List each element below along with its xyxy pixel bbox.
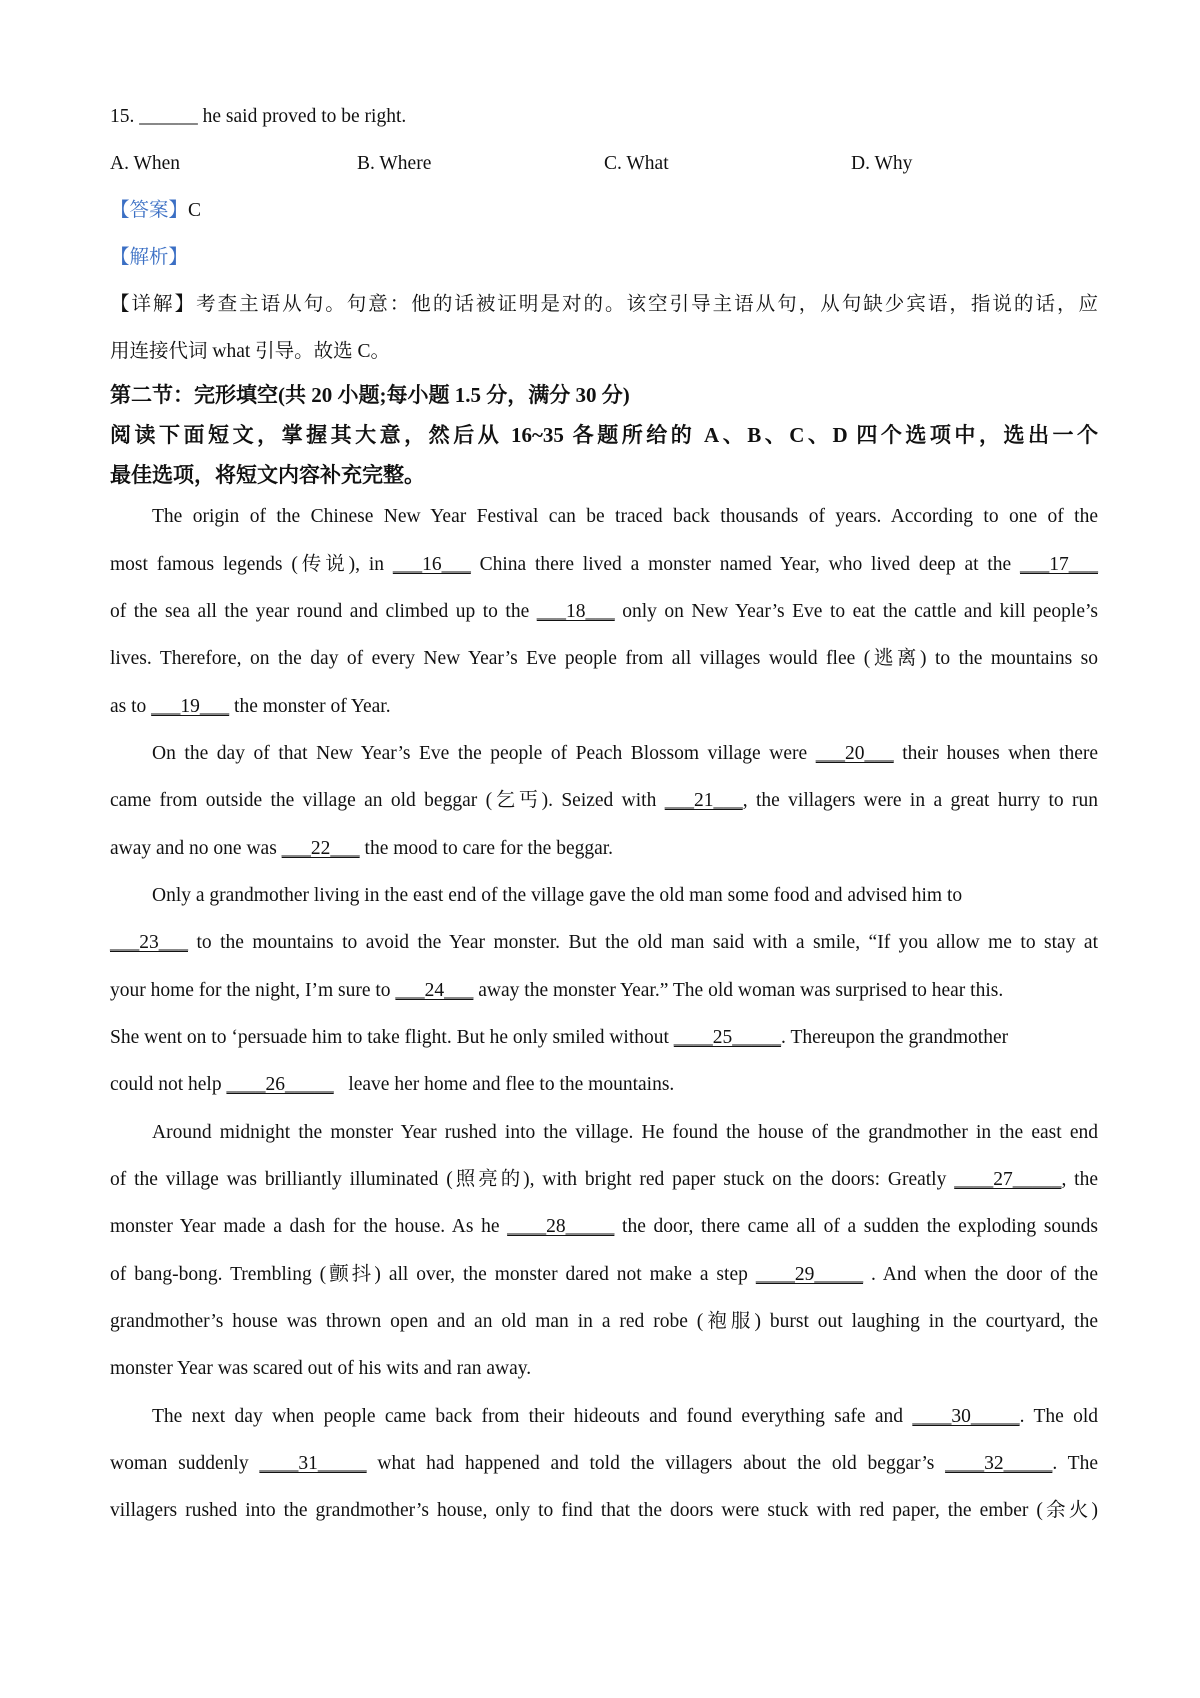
blank-21: ___21___ (664, 790, 743, 811)
passage-line-5: as to ___19___ the monster of Year. (110, 696, 391, 717)
blank-18: ___18___ (536, 601, 615, 622)
blank-23: ___23___ (110, 932, 188, 953)
blank-31: ____31_____ (259, 1453, 367, 1474)
blank-27: ____27_____ (954, 1169, 1062, 1190)
passage-line-19: monster Year was scared out of his wits and ran away. (110, 1358, 532, 1379)
blank-22: ___22___ (281, 838, 360, 859)
passage-line-9: Only a grandmother living in the east end of the village gave the old man some food and advised him to (152, 885, 963, 906)
passage-line-4: lives. Therefore, on the day of every New Year’s Eve people from all villages would flee (逃离) to the mountains so (110, 648, 1098, 669)
passage-line-1: The origin of the Chinese New Year Festival can be traced back thousands of years. According to one of the (152, 506, 1098, 527)
option-a: A. When (110, 153, 181, 174)
passage-line-7: came from outside the village an old beggar (乞丐). Seized with ___21___, the villagers were in a great hurry to run (110, 790, 1098, 811)
answer-line (110, 197, 201, 225)
section-heading: 第二节：完形填空(共 20 小题;每小题 1.5 分，满分 30 分) (110, 383, 630, 407)
passage-line-18: grandmother’s house was thrown open and an old man in a red robe (袍服) burst out laughing in the courtyard, the (110, 1311, 1098, 1332)
detail-line-1: 【详解】考查主语从句。句意：他的话被证明是对的。该空引导主语从句，从句缺少宾语，指说的话，应 (110, 294, 1098, 315)
blank-32: ____32_____ (945, 1453, 1053, 1474)
option-b: B. Where (357, 153, 432, 174)
passage-line-8: away and no one was ___22___ the mood to care for the beggar. (110, 838, 614, 859)
blank-20: ___20___ (815, 743, 894, 764)
blank-25: ____25_____ (673, 1027, 782, 1048)
passage-line-15: of the village was brilliantly illuminated (照亮的), with bright red paper stuck on the doors: Greatly ____27_____, the (110, 1169, 1099, 1190)
passage-line-2: most famous legends (传说), in ___16___ China there lived a monster named Year, who lived deep at the ___17___ (110, 554, 1098, 575)
blank-26: ____26_____ (226, 1074, 334, 1095)
passage-line-3: of the sea all the year round and climbed up to the ___18___ only on New Year’s Eve to eat the cattle and kill people’s (110, 601, 1098, 622)
passage-line-6: On the day of that New Year’s Eve the people of Peach Blossom village were ___20___ their houses when there (152, 743, 1098, 764)
answer-tag: 【答案】 (110, 200, 189, 221)
passage-line-10: ___23___ to the mountains to avoid the Year monster. But the old man said with a smile, “If you allow me to stay at (110, 932, 1098, 953)
passage-line-14: Around midnight the monster Year rushed into the village. He found the house of the grandmother in the east end (152, 1122, 1098, 1143)
section-instruction-line-1: 阅读下面短文，掌握其大意，然后从 16~35 各题所给的 A、B、C、D 四个选项中，选出一个 (110, 423, 1098, 447)
analysis-tag: 【解析】 (110, 247, 189, 268)
passage-line-22: villagers rushed into the grandmother’s house, only to find that the doors were stuck with red paper, the ember (余火) (110, 1500, 1098, 1521)
blank-30: ____30_____ (912, 1406, 1020, 1427)
question-15-options (110, 150, 1098, 178)
question-15-stem: 15. ______ he said proved to be right. (110, 106, 407, 127)
option-d: D. Why (851, 153, 913, 174)
passage-line-21: woman suddenly ____31_____ what had happened and told the villagers about the old beggar’s ____32_____. The (110, 1453, 1098, 1474)
option-c: C. What (604, 153, 669, 174)
blank-24: ___24___ (395, 980, 474, 1001)
blank-17: ___17___ (1019, 554, 1098, 575)
passage-line-16: monster Year made a dash for the house. As he ____28_____ the door, there came all of a sudden the exploding sounds (110, 1216, 1099, 1237)
passage-line-12: She went on to ‘persuade him to take flight. But he only smiled without ____25_____. Thereupon the grandmother (110, 1027, 1009, 1048)
passage-line-20: The next day when people came back from their hideouts and found everything safe and ____30_____. The old (152, 1406, 1098, 1427)
passage-line-11: your home for the night, I’m sure to ___24___ away the monster Year.” The old woman was surprised to hear this. (110, 980, 1004, 1001)
blank-19: ___19___ (151, 696, 230, 717)
passage-line-13: could not help ____26_____ leave her home and flee to the mountains. (110, 1074, 675, 1095)
passage-line-17: of bang-bong. Trembling (颤抖) all over, the monster dared not make a step ____29_____ . And when the door of the (110, 1264, 1098, 1285)
answer-value: C (188, 200, 202, 221)
section-instruction-line-2: 最佳选项，将短文内容补充完整。 (110, 463, 425, 487)
blank-29: ____29_____ (755, 1264, 864, 1285)
blank-16: ___16___ (392, 554, 471, 575)
detail-line-2: 用连接代词 what 引导。故选 C。 (110, 341, 391, 362)
blank-28: ____28_____ (507, 1216, 615, 1237)
